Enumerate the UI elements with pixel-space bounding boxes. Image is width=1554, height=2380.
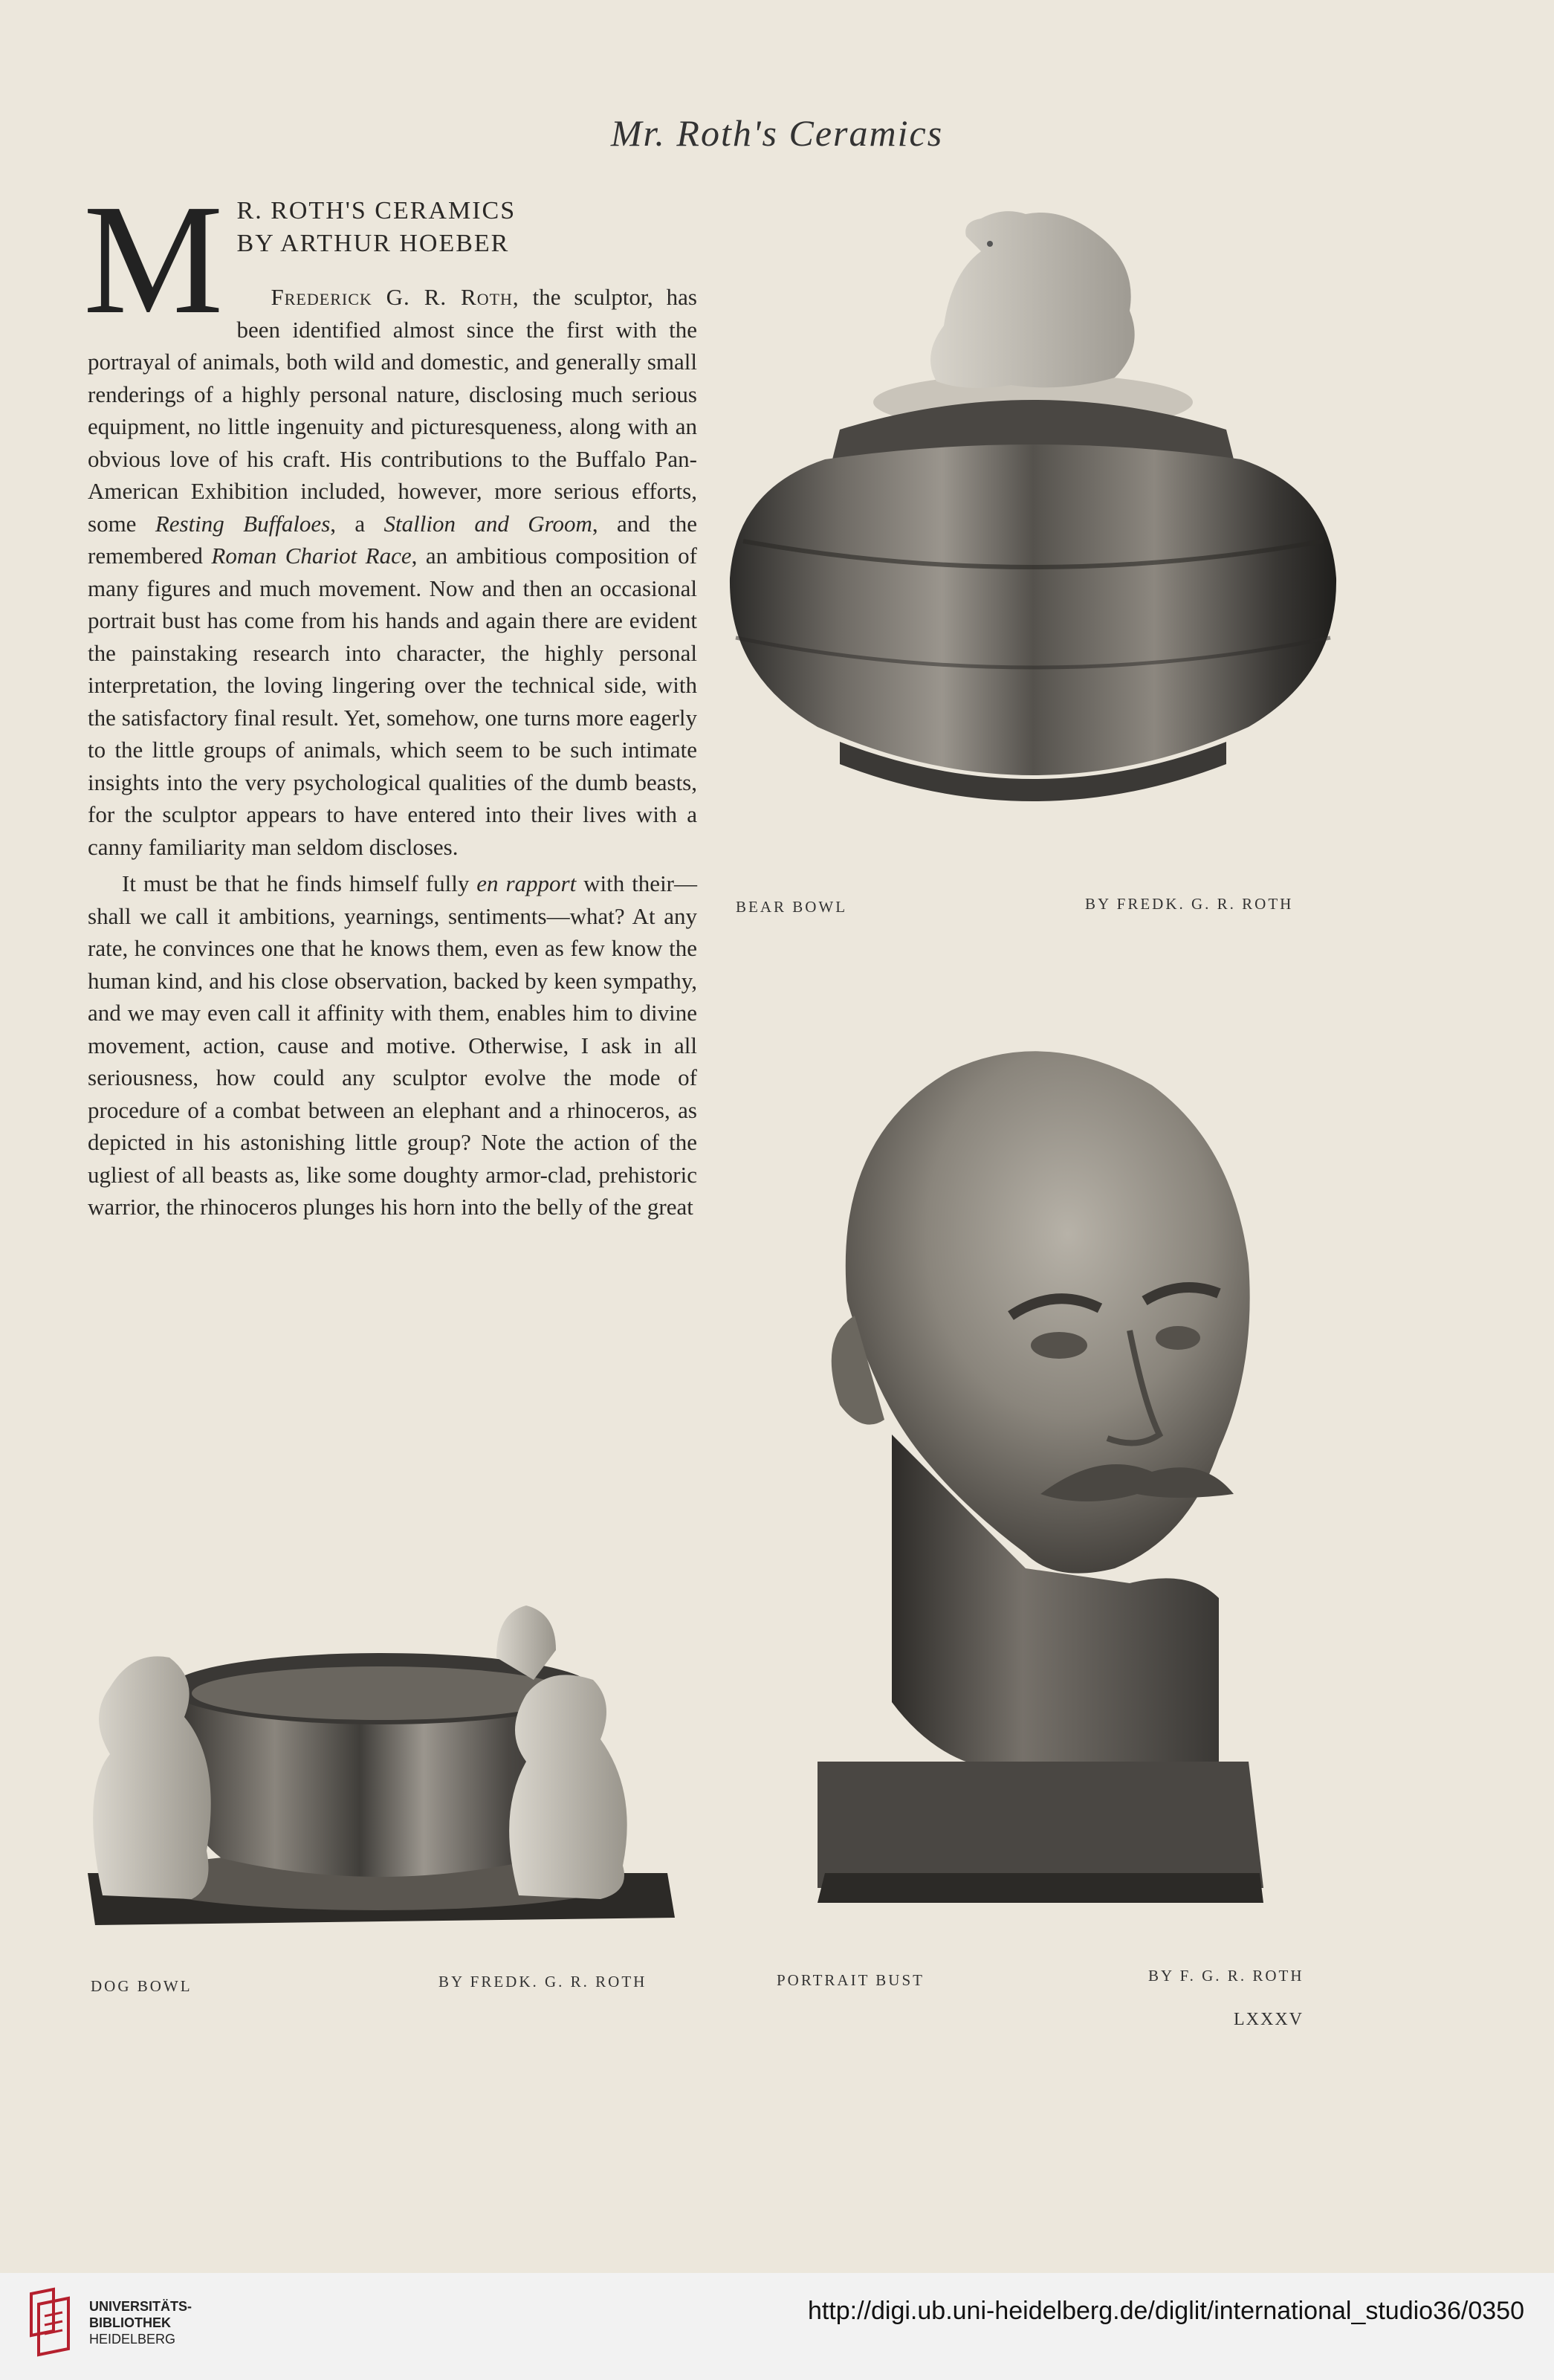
page-number: LXXXV bbox=[1234, 2010, 1304, 2029]
portrait-bust-credit: BY F. G. R. ROTH bbox=[1148, 1967, 1304, 1985]
library-logo-icon bbox=[24, 2286, 77, 2361]
paragraph-1 bbox=[88, 281, 697, 863]
running-head: Mr. Roth's Ceramics bbox=[610, 112, 944, 154]
paragraph-1-text-a: the sculptor, has been identified almost since the first with the portrayal of animals, both wild and domestic, and generally small renderings of a highly personal nature, disclosing much serious equipment, no little ingenuity and picturesqueness, along with an obvious love of his craft. His contributions to the Buffalo Pan-American Exhibition included, however, more serious efforts, some bbox=[88, 284, 697, 537]
digitization-footer bbox=[0, 2273, 1554, 2380]
dog-bowl-caption: DOG BOWL bbox=[91, 1977, 192, 1995]
paragraph-2-text-a: It must be that he finds himself fully bbox=[122, 870, 477, 896]
article-title: R. ROTH'S CERAMICS bbox=[236, 197, 517, 224]
paragraph-1-text-d: , an ambitious composition of many figures and much movement. Now and then an occasional portrait bust has come from his hands and again there are evident the painstaking research into character, the highly personal interpretation, the loving lingering over the technical side, with the satisfactory final result. Yet, somehow, one turns more eagerly to the little groups of animals, which seem to be such intimate insights into the very psychological qualities of the dumb beasts, for the sculptor appears to have entered into their lives with a canny familiarity man seldom discloses. bbox=[88, 543, 697, 860]
library-name-line3: HEIDELBERG bbox=[89, 2332, 176, 2347]
source-url[interactable]: http://digi.ub.uni-heidelberg.de/diglit/international_studio36/0350 bbox=[807, 2297, 1524, 2325]
bear-bowl-credit: BY FREDK. G. R. ROTH bbox=[1085, 895, 1294, 913]
dog-bowl-credit: BY FREDK. G. R. ROTH bbox=[438, 1973, 647, 1991]
paragraph-2 bbox=[88, 867, 697, 1223]
library-name-line1: UNIVERSITÄTS- bbox=[89, 2299, 192, 2314]
work-title-stallion-and-groom: Stallion and Groom bbox=[383, 510, 592, 537]
article-body bbox=[83, 172, 698, 1223]
bear-bowl-image bbox=[713, 192, 1353, 861]
phrase-en-rapport: en rapport bbox=[476, 870, 577, 896]
portrait-bust-caption: PORTRAIT BUST bbox=[777, 1971, 925, 1989]
library-name bbox=[89, 2298, 192, 2347]
paragraph-2-text-b: with their—shall we call it ambitions, yearnings, sentiments—what? At any rate, he convinces one that he knows them, even as few know the human kind, and his close observation, backed by keen sympathy, and we may even call it affinity with them, enables him to divine movement, action, cause and motive. Otherwise, I ask in all seriousness, how could any sculptor evolve the mode of procedure of a combat between an elephant and a rhinoceros, as depicted in his astonishing little group? Note the action of the ugliest of all beasts as, like some doughty armor-clad, prehistoric warrior, the rhinoceros plunges his horn into the belly of the great bbox=[88, 870, 697, 1220]
drop-cap: M bbox=[83, 172, 224, 346]
paragraph-1-text-c: , and the remembered bbox=[88, 510, 698, 569]
library-name-line2: BIBLIOTHEK bbox=[89, 2315, 171, 2330]
portrait-bust-image bbox=[803, 1018, 1278, 1925]
work-title-resting-buffaloes: Resting Buffaloes bbox=[155, 510, 331, 537]
article-byline: BY ARTHUR HOEBER bbox=[236, 230, 510, 257]
lead-name: Frederick G. R. Roth, bbox=[271, 284, 519, 310]
dog-bowl-image bbox=[80, 1568, 682, 1955]
work-title-roman-chariot-race: Roman Chariot Race bbox=[211, 543, 412, 569]
bear-bowl-caption: BEAR BOWL bbox=[736, 898, 848, 916]
paragraph-1-text-b: , a bbox=[330, 510, 384, 537]
